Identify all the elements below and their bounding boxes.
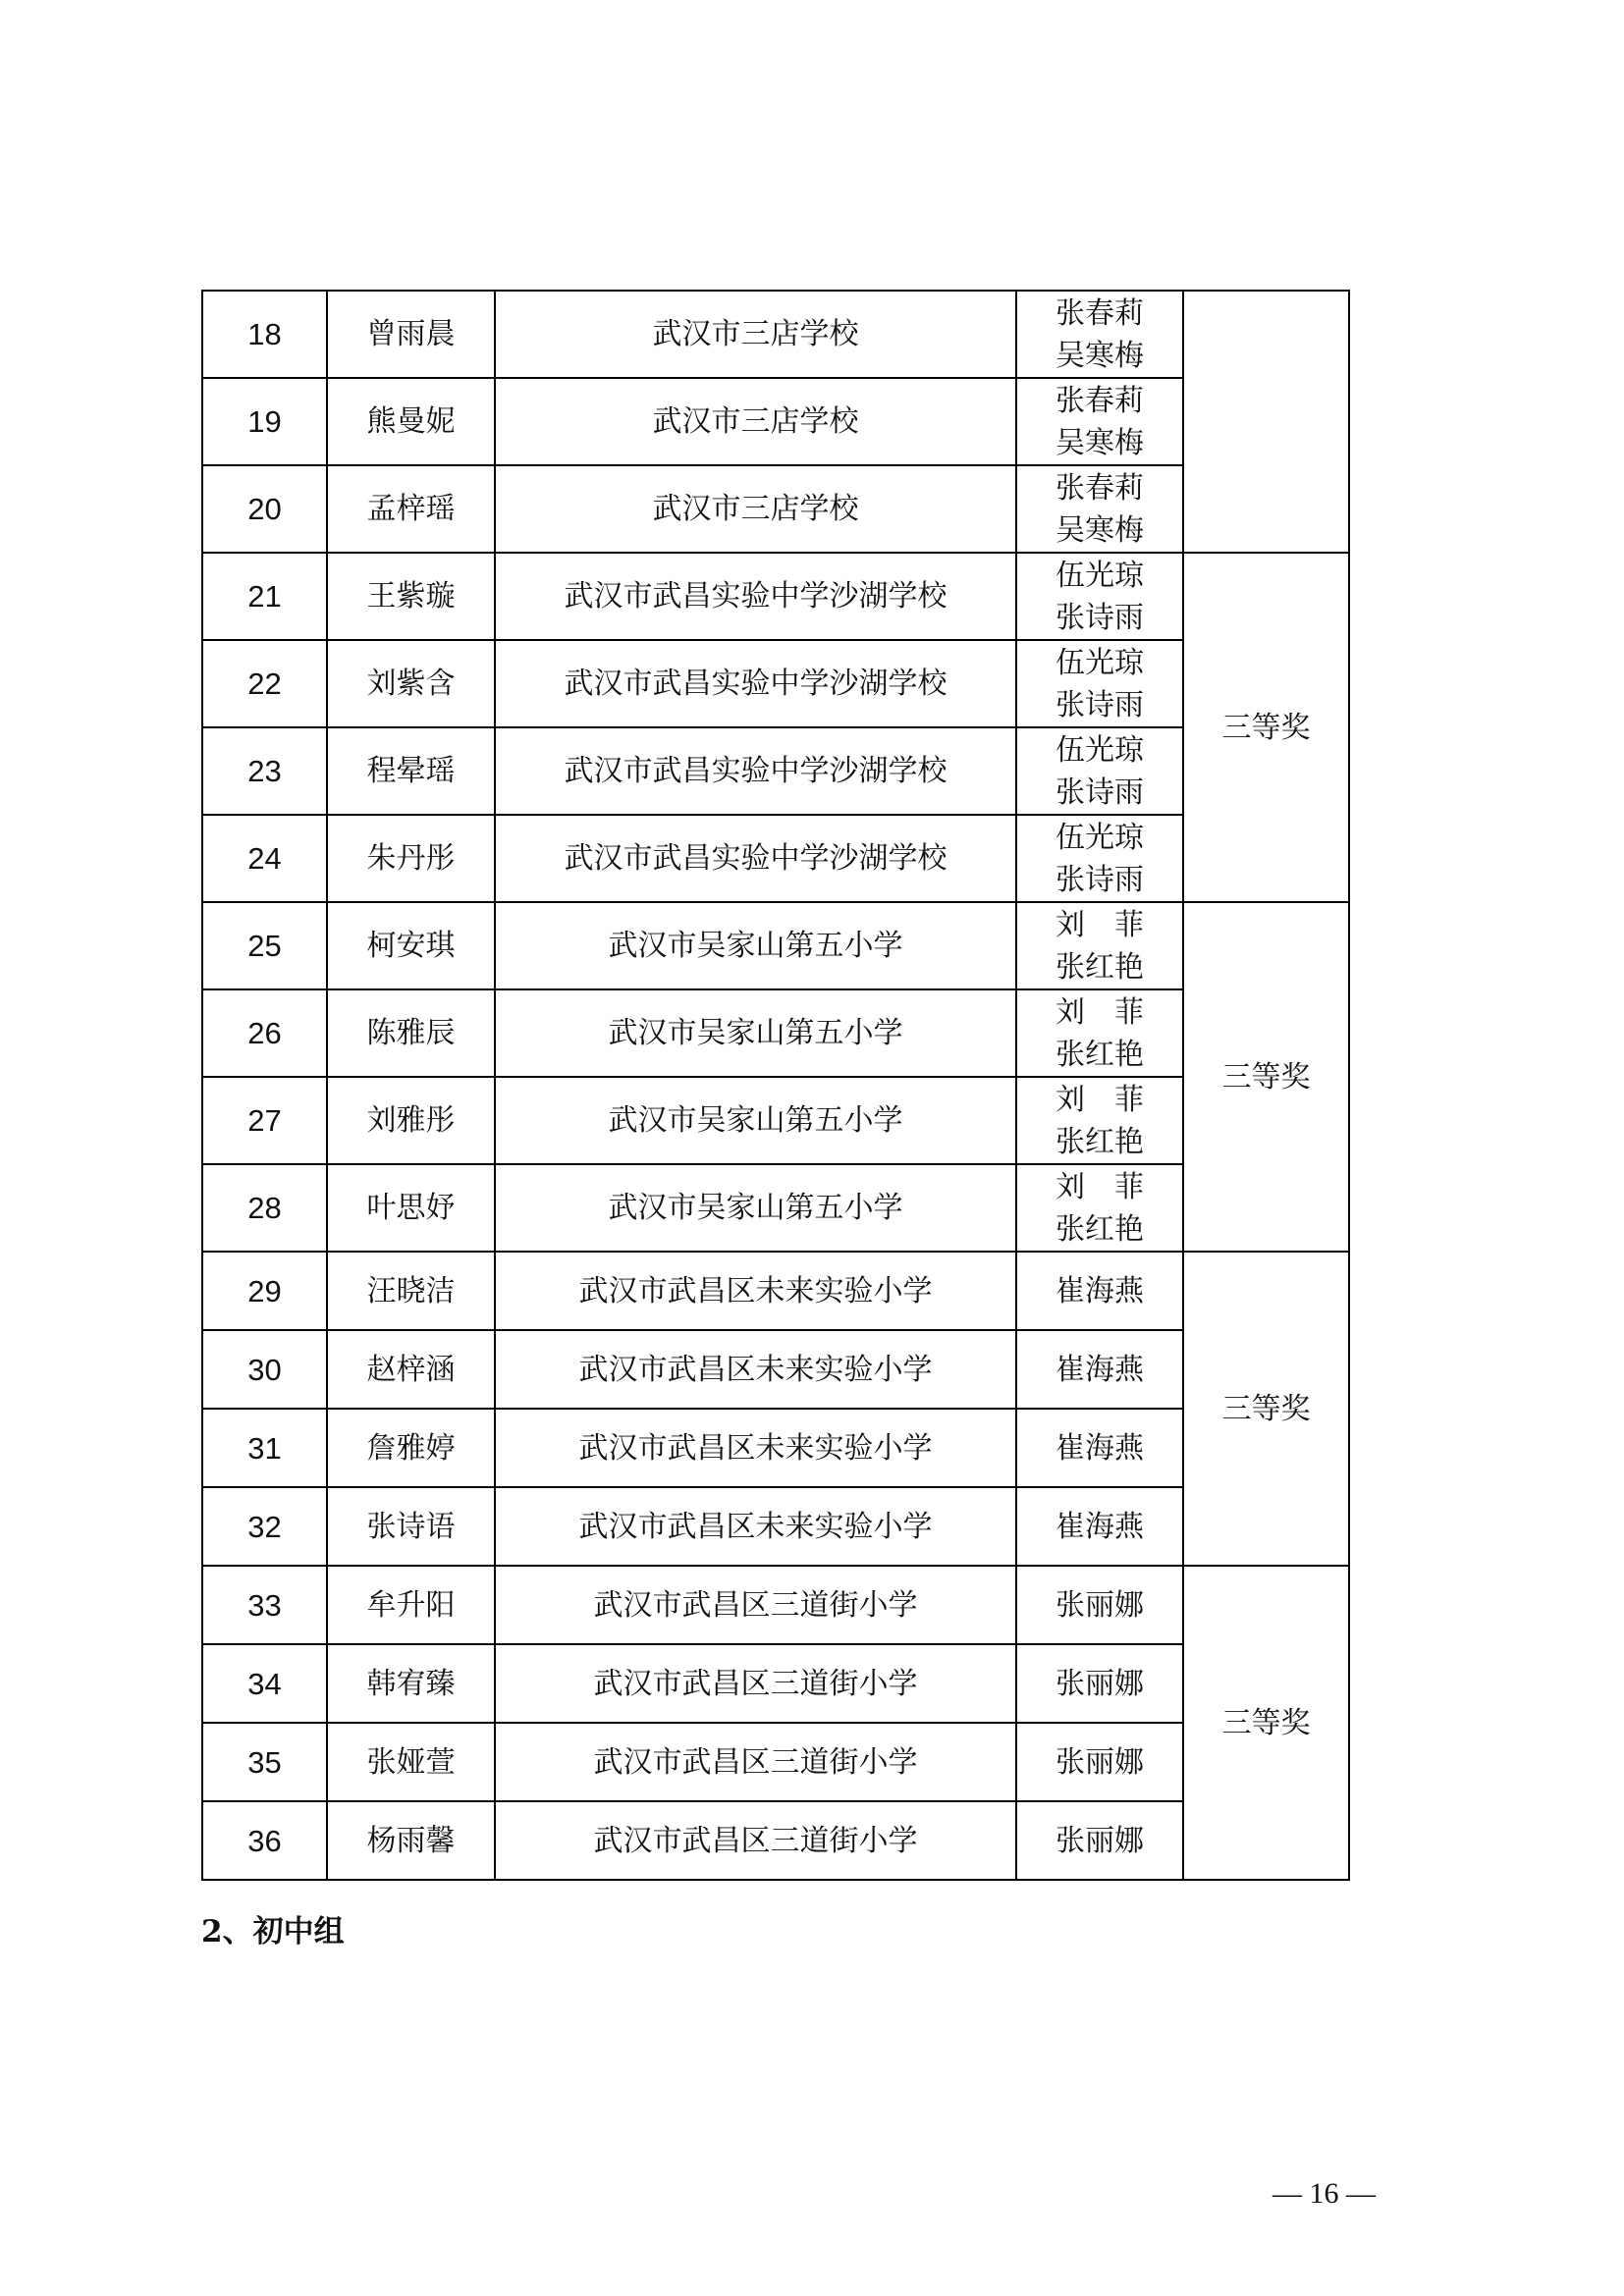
teacher-cell	[1016, 1077, 1183, 1164]
teacher-name: 伍光琼	[1056, 732, 1144, 768]
table-row	[202, 1409, 1349, 1487]
row-number-cell: 19	[202, 378, 327, 465]
award-level-cell: 三等奖	[1183, 902, 1349, 1252]
table-row	[202, 465, 1349, 553]
award-table	[201, 290, 1350, 1881]
row-number-cell: 23	[202, 727, 327, 815]
teacher-cell	[1016, 378, 1183, 465]
teacher-name: 吴寒梅	[1056, 338, 1144, 373]
row-number-cell: 18	[202, 291, 327, 378]
table-row	[202, 1330, 1349, 1409]
school-cell: 武汉市武昌区三道街小学	[495, 1801, 1016, 1880]
teacher-cell	[1016, 902, 1183, 989]
teacher-name: 刘 菲	[1056, 1082, 1144, 1117]
teacher-name: 张丽娜	[1056, 1823, 1144, 1858]
teacher-name: 张春莉	[1056, 383, 1144, 418]
student-name-cell: 程晕瑶	[327, 727, 495, 815]
row-number-cell: 27	[202, 1077, 327, 1164]
student-name-cell: 韩宥臻	[327, 1644, 495, 1723]
teacher-cell	[1016, 291, 1183, 378]
teacher-name: 张红艳	[1056, 949, 1144, 985]
student-name-cell: 王紫璇	[327, 553, 495, 640]
award-level-cell: 三等奖	[1183, 1252, 1349, 1566]
row-number-cell: 24	[202, 815, 327, 902]
table-row	[202, 1723, 1349, 1801]
teacher-name: 刘 菲	[1056, 1169, 1144, 1204]
teacher-cell	[1016, 1487, 1183, 1566]
teacher-cell	[1016, 1801, 1183, 1880]
teacher-name: 张丽娜	[1056, 1587, 1144, 1623]
table-row	[202, 1644, 1349, 1723]
teacher-cell	[1016, 1644, 1183, 1723]
teacher-name: 张诗雨	[1056, 774, 1144, 810]
school-cell: 武汉市吴家山第五小学	[495, 1164, 1016, 1252]
teacher-name: 刘 菲	[1056, 994, 1144, 1030]
row-number-cell: 33	[202, 1566, 327, 1644]
row-number-cell: 30	[202, 1330, 327, 1409]
table-row	[202, 553, 1349, 640]
teacher-name: 伍光琼	[1056, 558, 1144, 593]
teacher-name: 吴寒梅	[1056, 425, 1144, 460]
teacher-name: 张丽娜	[1056, 1744, 1144, 1780]
student-name-cell: 张娅萱	[327, 1723, 495, 1801]
teacher-name: 伍光琼	[1056, 645, 1144, 680]
student-name-cell: 孟梓瑶	[327, 465, 495, 553]
school-cell: 武汉市武昌区三道街小学	[495, 1644, 1016, 1723]
school-cell: 武汉市三店学校	[495, 465, 1016, 553]
teacher-name: 伍光琼	[1056, 820, 1144, 855]
table-row	[202, 902, 1349, 989]
table-row	[202, 1252, 1349, 1330]
row-number-cell: 21	[202, 553, 327, 640]
teacher-name: 张春莉	[1056, 295, 1144, 331]
school-cell: 武汉市三店学校	[495, 378, 1016, 465]
school-cell: 武汉市武昌区未来实验小学	[495, 1252, 1016, 1330]
row-number-cell: 32	[202, 1487, 327, 1566]
teacher-name: 张春莉	[1056, 470, 1144, 506]
table-row	[202, 1077, 1349, 1164]
teacher-cell	[1016, 815, 1183, 902]
teacher-name: 吴寒梅	[1056, 512, 1144, 548]
teacher-cell	[1016, 727, 1183, 815]
school-cell: 武汉市武昌区未来实验小学	[495, 1330, 1016, 1409]
teacher-name: 张红艳	[1056, 1037, 1144, 1072]
teacher-name: 崔海燕	[1056, 1273, 1144, 1308]
student-name-cell: 赵梓涵	[327, 1330, 495, 1409]
school-cell: 武汉市吴家山第五小学	[495, 1077, 1016, 1164]
table-row	[202, 378, 1349, 465]
row-number-cell: 34	[202, 1644, 327, 1723]
student-name-cell: 刘紫含	[327, 640, 495, 727]
student-name-cell: 张诗语	[327, 1487, 495, 1566]
teacher-cell	[1016, 1164, 1183, 1252]
table-row	[202, 1801, 1349, 1880]
school-cell: 武汉市吴家山第五小学	[495, 989, 1016, 1077]
table-row	[202, 640, 1349, 727]
school-cell: 武汉市武昌实验中学沙湖学校	[495, 727, 1016, 815]
row-number-cell: 28	[202, 1164, 327, 1252]
row-number-cell: 36	[202, 1801, 327, 1880]
school-cell: 武汉市武昌区未来实验小学	[495, 1487, 1016, 1566]
row-number-cell: 25	[202, 902, 327, 989]
teacher-cell	[1016, 1252, 1183, 1330]
school-cell: 武汉市三店学校	[495, 291, 1016, 378]
row-number-cell: 35	[202, 1723, 327, 1801]
table-body	[202, 291, 1349, 1880]
school-cell: 武汉市武昌实验中学沙湖学校	[495, 553, 1016, 640]
student-name-cell: 朱丹彤	[327, 815, 495, 902]
row-number-cell: 26	[202, 989, 327, 1077]
teacher-name: 刘 菲	[1056, 907, 1144, 942]
teacher-name: 张诗雨	[1056, 862, 1144, 897]
award-level-cell	[1183, 291, 1349, 553]
teacher-cell	[1016, 553, 1183, 640]
student-name-cell: 汪晓洁	[327, 1252, 495, 1330]
student-name-cell: 詹雅婷	[327, 1409, 495, 1487]
row-number-cell: 31	[202, 1409, 327, 1487]
student-name-cell: 柯安琪	[327, 902, 495, 989]
teacher-cell	[1016, 1566, 1183, 1644]
table-row	[202, 989, 1349, 1077]
row-number-cell: 29	[202, 1252, 327, 1330]
table-row	[202, 1566, 1349, 1644]
teacher-cell	[1016, 640, 1183, 727]
award-level-cell: 三等奖	[1183, 1566, 1349, 1880]
teacher-cell	[1016, 1409, 1183, 1487]
student-name-cell: 牟升阳	[327, 1566, 495, 1644]
page-number: — 16 —	[1272, 2177, 1376, 2210]
table-row	[202, 727, 1349, 815]
award-level-cell: 三等奖	[1183, 553, 1349, 902]
school-cell: 武汉市武昌区未来实验小学	[495, 1409, 1016, 1487]
table-row	[202, 1164, 1349, 1252]
teacher-name: 张红艳	[1056, 1211, 1144, 1247]
teacher-name: 崔海燕	[1056, 1352, 1144, 1387]
student-name-cell: 曾雨晨	[327, 291, 495, 378]
teacher-name: 张诗雨	[1056, 600, 1144, 635]
school-cell: 武汉市武昌实验中学沙湖学校	[495, 815, 1016, 902]
school-cell: 武汉市武昌实验中学沙湖学校	[495, 640, 1016, 727]
teacher-name: 张丽娜	[1056, 1666, 1144, 1701]
teacher-name: 张红艳	[1056, 1124, 1144, 1159]
table-row	[202, 1487, 1349, 1566]
section-heading: 2、初中组	[201, 1914, 345, 1949]
school-cell: 武汉市吴家山第五小学	[495, 902, 1016, 989]
teacher-name: 张诗雨	[1056, 687, 1144, 722]
row-number-cell: 20	[202, 465, 327, 553]
teacher-cell	[1016, 465, 1183, 553]
student-name-cell: 熊曼妮	[327, 378, 495, 465]
table-row	[202, 291, 1349, 378]
teacher-name: 崔海燕	[1056, 1430, 1144, 1466]
teacher-cell	[1016, 1723, 1183, 1801]
teacher-cell	[1016, 989, 1183, 1077]
teacher-cell	[1016, 1330, 1183, 1409]
student-name-cell: 杨雨馨	[327, 1801, 495, 1880]
student-name-cell: 刘雅彤	[327, 1077, 495, 1164]
school-cell: 武汉市武昌区三道街小学	[495, 1566, 1016, 1644]
teacher-name: 崔海燕	[1056, 1509, 1144, 1544]
student-name-cell: 陈雅辰	[327, 989, 495, 1077]
school-cell: 武汉市武昌区三道街小学	[495, 1723, 1016, 1801]
table-row	[202, 815, 1349, 902]
student-name-cell: 叶思妤	[327, 1164, 495, 1252]
row-number-cell: 22	[202, 640, 327, 727]
